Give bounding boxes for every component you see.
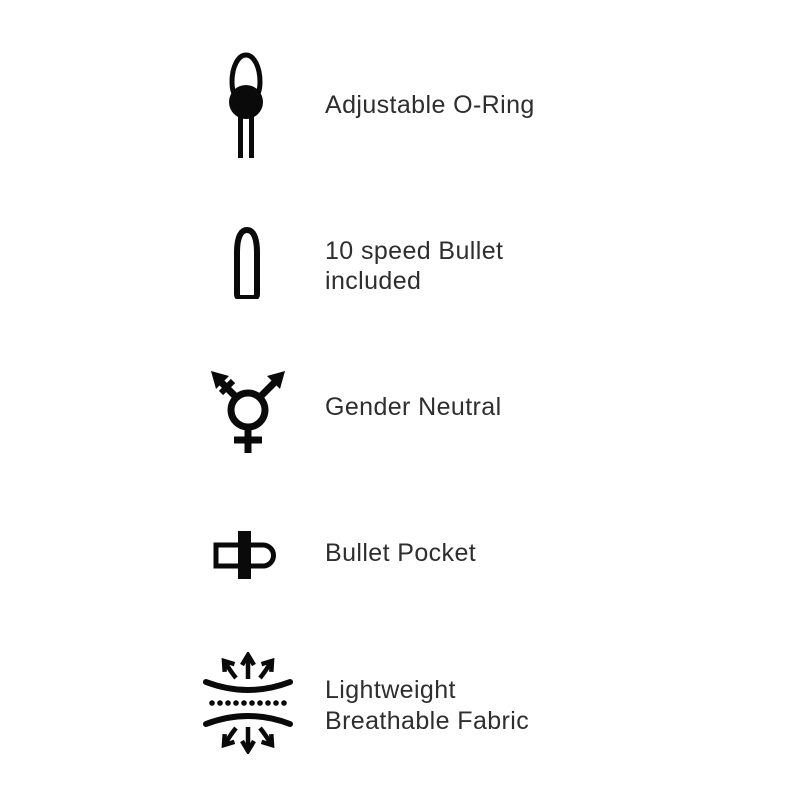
transgender-icon xyxy=(198,356,298,456)
breathable-fabric-icon xyxy=(200,652,296,754)
feature-line: Bullet Pocket xyxy=(325,539,477,567)
feature-label-gender-neutral xyxy=(325,392,502,423)
feature-line: included xyxy=(325,267,422,295)
feature-label-bullet-included xyxy=(325,236,503,296)
bullet-pocket-icon xyxy=(212,528,282,582)
feature-label-breathable-fabric xyxy=(325,675,529,737)
feature-line: 10 speed Bullet xyxy=(325,237,504,265)
feature-line: Lightweight xyxy=(325,676,456,704)
feature-label-bullet-pocket xyxy=(325,538,476,569)
feature-line: Breathable Fabric xyxy=(325,707,530,735)
o-ring-icon xyxy=(218,52,274,164)
feature-label-adjustable-o-ring xyxy=(325,90,535,121)
feature-line: Gender Neutral xyxy=(325,393,502,421)
feature-line: Adjustable O-Ring xyxy=(325,91,535,119)
bullet-icon xyxy=(233,227,261,299)
